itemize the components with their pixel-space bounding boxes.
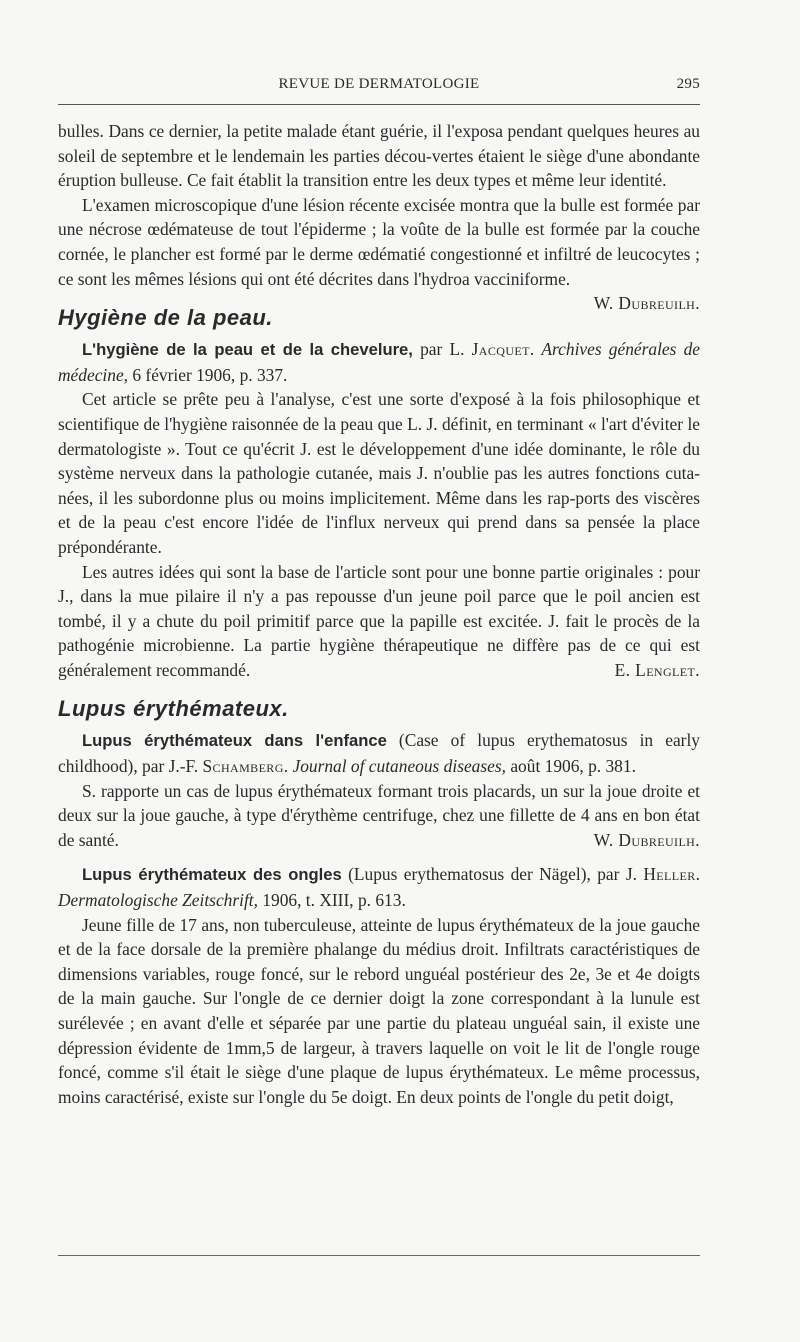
section-heading: Hygiène de la peau.: [58, 305, 273, 331]
paragraph: [58, 560, 700, 683]
paragraph: [58, 193, 700, 314]
article-ref-a: (Case of lupus erythematosus in early childhood), par J.-F.: [58, 730, 700, 777]
article-title: L'hygiène de la peau et de la chevelure,: [82, 340, 413, 360]
journal-name: Archives générales de médecine,: [58, 339, 700, 385]
article-sep: .: [529, 339, 542, 360]
article-author: Jacquet: [471, 339, 530, 360]
article-ref: 6 février 1906, p. 337.: [128, 364, 288, 385]
footer-rule: [58, 1255, 700, 1256]
article-sep: .: [695, 864, 700, 885]
article-reference: [58, 862, 700, 912]
article-author: Heller: [643, 864, 696, 885]
continued-review: [58, 119, 700, 314]
article-title: Lupus érythémateux des ongles: [82, 865, 342, 885]
article-by: par L.: [412, 339, 472, 360]
journal-name: Dermatologische Zeitschrift,: [58, 890, 258, 911]
article-reference: [58, 337, 700, 387]
paragraph: Cet article se prête peu à l'analyse, c'est une sorte d'exposé à la fois philosophique et scientifique de l'hygiène raisonnée de la peau que L. J. définit, en terminant « l'art d'éviter le dermatologiste ». Tout ce qu'écrit J. est le développement d'une idée dominante, le rôle du système nerveux dans la pathologie cutanée, mais J. n'oublie pas les autres fonctions cuta-nées, il les subordonne plus ou moins implicitement. Même dans les rap-ports des viscères et de la peau c'est encore l'idée de l'influx nerveux qui prend dans sa pensée la place prépondérante.: [58, 389, 700, 557]
paragraph: [58, 779, 700, 853]
article-ref-a: (Lupus erythematosus der Nägel), par J.: [341, 864, 644, 885]
page-number: 295: [676, 76, 700, 92]
article-author: Schamberg: [202, 756, 284, 777]
article-ref-b: août 1906, p. 381.: [505, 756, 636, 777]
section-heading: Lupus érythémateux.: [58, 696, 289, 722]
paragraph-text: S. rapporte un cas de lupus érythémateux formant trois placards, un sur la joue droite et deux sur la joue gauche, à type d'érythème centrifuge, chez une fillette de 4 ans en bon état de santé.: [58, 780, 700, 850]
running-head: [58, 74, 700, 98]
paragraph-text: L'examen microscopique d'une lésion récente excisée montra que la bulle est formée par une nécrose œdémateuse de tout l'épiderme ; la voûte de la bulle est formée par la couche cornée, le plancher est formé par le derme œdématié congestionné et infiltré de leucocytes ; ce sont les mêmes lésions qui ont été décrites dans l'hydroa vacciniforme.: [58, 194, 700, 289]
review-article: [58, 337, 700, 682]
paragraph: Jeune fille de 17 ans, non tuberculeuse, atteinte de lupus érythémateux de la joue gauche et de la face dorsale de la première phalange du médius droit. Infiltrats caractéristiques de dimensions variables, rouge foncé, sur le rebord unguéal postérieur des 2e, 3e et 4e doigts de la main gauche. Sur l'ongle de ce dernier doigt la zone correspondant à la lunule est surélevée ; en avant d'elle et séparée par une partie du plateau unguéal sain, il existe une dépression évidente de 1mm,5 de largeur, à travers laquelle on voit le lit de l'ongle rouge foncé, comme s'il était le siège d'une plaque de lupus érythémateux. Le même processus, moins caractérisé, existe sur l'ongle du 5e doigt. En deux points de l'ongle du petit doigt,: [58, 914, 700, 1107]
header-rule: [58, 104, 700, 105]
article-sep: .: [283, 756, 293, 777]
article-title: Lupus érythémateux dans l'enfance: [82, 731, 387, 751]
review-article: [58, 862, 700, 1109]
reviewer-signature: W. Dubreuilh.: [593, 829, 700, 850]
reviewer-signature: E. Lenglet.: [614, 659, 700, 680]
journal-title: REVUE DE DERMATOLOGIE: [278, 76, 480, 92]
review-article: [58, 728, 700, 852]
article-reference: [58, 728, 700, 778]
paragraph: bulles. Dans ce dernier, la petite malade étant guérie, il l'exposa pendant quelques heures au soleil de septembre et le lendemain les parties décou-vertes étaient le siège d'une abondante éruption bulleuse. Ce fait établit la transition entre les deux types et même leur identité.: [58, 121, 700, 191]
reviewer-signature: W. Dubreuilh.: [593, 293, 700, 314]
paragraph-text: Les autres idées qui sont la base de l'article sont pour une bonne partie originales : pour J., dans la mue pilaire il n'y a pas repousse d'un jeune poil parce que le poil ancien est tombé, il y a chute du poil primitif parce que la papille est excitée. J. fait le procès de la pathogénie microbienne. La partie hygiène thérapeutique ne diffère pas de ce qui est généralement recommandé.: [58, 561, 700, 680]
article-ref-b: 1906, t. XIII, p. 613.: [257, 890, 406, 911]
journal-name: Journal of cutaneous diseases,: [292, 756, 506, 777]
